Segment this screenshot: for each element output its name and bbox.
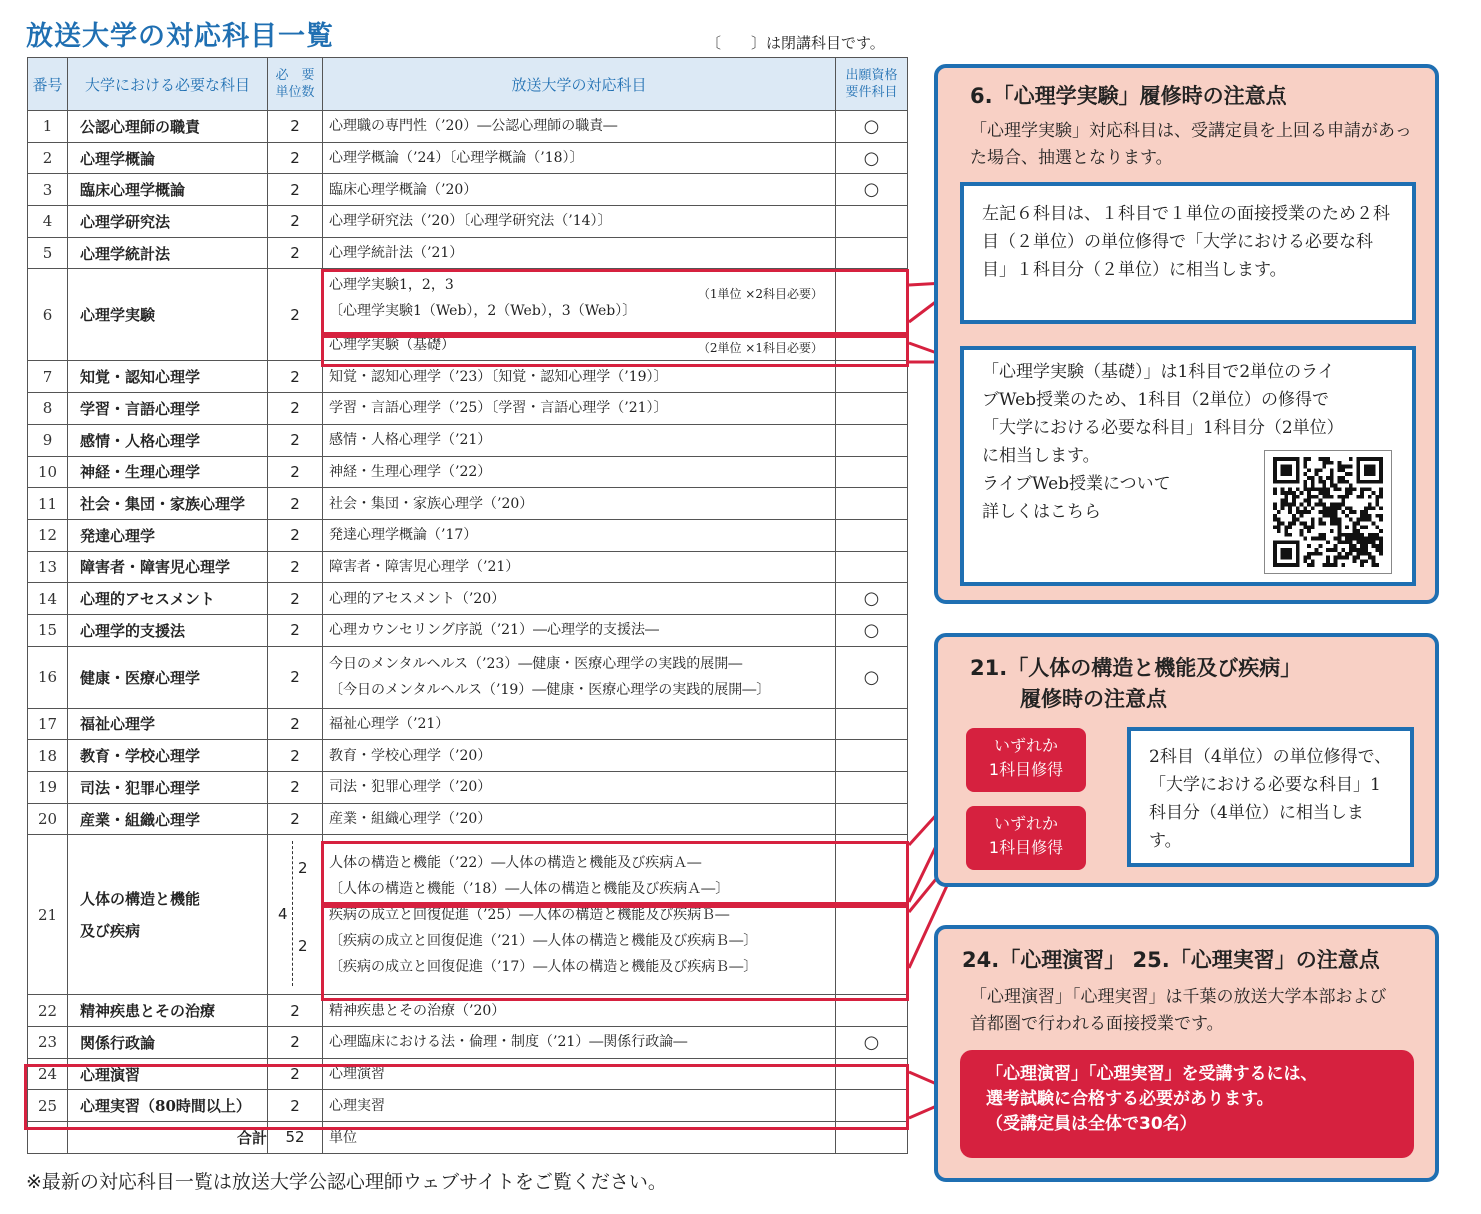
course-line: 心理学実験（基礎） [329,336,455,353]
row-number: 14 [28,583,68,615]
course-line: 発達心理学概論（’17） [329,527,478,544]
eligibility-mark: ○ [836,614,908,646]
total-units: 52 [268,1122,323,1154]
callout-human-body-title-2: 履修時の注意点 [1020,687,1167,711]
required-units: 2 [268,772,323,804]
row-number: 10 [28,456,68,488]
required-units: 2 [268,1027,323,1059]
course-line: 教育・学校心理学（’20） [329,747,492,764]
eligibility-mark: ○ [836,646,908,708]
course-line: 心理演習 [329,1066,385,1083]
required-units: 2 [268,424,323,456]
required-units: 2 [268,1058,323,1090]
practicum-exam-banner [960,1050,1414,1158]
required-units: 2 [268,995,323,1027]
row-number: 6 [28,269,68,361]
row-number: 13 [28,551,68,583]
eligibility-mark: ○ [836,142,908,174]
unit-note: （1単位 ×2科目必要） [697,287,823,302]
row-number: 1 [28,111,68,143]
pill-text: 1科目修得 [988,760,1064,779]
required-subject: 健康・医療心理学 [68,646,268,708]
required-units: 2 [268,740,323,772]
row-number: 19 [28,772,68,804]
required-units: 2 [268,1090,323,1122]
course-line: 神経・生理心理学（’22） [329,463,492,480]
human-body-box-text: 2科目（4単位）の単位修得で、「大学における必要な科目」1科目分（4単位）に相当します。 [1149,747,1392,851]
required-units: 2 [268,393,323,425]
course-line: 産業・組織心理学（’20） [329,811,492,828]
row-number: 9 [28,424,68,456]
required-subject: 神経・生理心理学 [68,456,268,488]
row-number: 22 [28,995,68,1027]
required-subject-line: 及び疾病 [80,921,141,940]
row-number: 17 [28,708,68,740]
required-subject: 精神疾患とその治療 [68,995,268,1027]
row-number: 11 [28,488,68,520]
course-line: 今日のメンタルヘルス（’23）―健康・医療心理学の実践的展開― [329,656,743,673]
required-units: 2 [268,551,323,583]
course-line: 〔疾病の成立と回復促進（’17）―人体の構造と機能及び疾病Ｂ―〕 [329,958,758,975]
course-line: 心理カウンセリング序説（’21）―心理学的支援法― [329,622,659,639]
row-number: 2 [28,142,68,174]
course-line: 〔人体の構造と機能（’18）―人体の構造と機能及び疾病Ａ―〕 [329,880,730,897]
course-line: 心理学実験1，2，3 [329,276,454,293]
required-units: 2 [268,488,323,520]
course-line: 心理職の専門性（’20）―公認心理師の職責― [329,118,618,135]
course-line: 〔心理学実験1（Web），2（Web），3（Web）〕 [329,302,637,319]
box2-line: に相当します。 [982,446,1100,466]
qr-code-icon[interactable] [1264,450,1392,574]
row-number: 20 [28,803,68,835]
required-subject: 学習・言語心理学 [68,393,268,425]
required-subject: 公認心理師の職責 [68,111,268,143]
callout-experiment-text: 「心理学実験」対応科目は、受講定員を上回る申請があった場合、抽選となります。 [970,121,1412,168]
required-subject: 発達心理学 [68,519,268,551]
required-subject: 関係行政論 [68,1027,268,1059]
row-number: 16 [28,646,68,708]
required-subject: 産業・組織心理学 [68,803,268,835]
row-number: 5 [28,237,68,269]
row-number: 4 [28,206,68,238]
course-line: 感情・人格心理学（’21） [329,432,492,449]
course-line: 心理臨床における法・倫理・制度（’21）―関係行政論― [329,1034,688,1051]
required-subject: 感情・人格心理学 [68,424,268,456]
course-line: 心理的アセスメント（’20） [329,590,506,607]
required-subject-line: 人体の構造と機能 [80,889,201,908]
course-line: 〔疾病の成立と回復促進（’21）―人体の構造と機能及び疾病Ｂ―〕 [329,932,758,949]
units-total: 4 [278,905,288,924]
box2-line: 詳しくはこちら [982,502,1101,522]
box2-line: ライブWeb授業について [982,474,1171,494]
page-title: 放送大学の対応科目一覧 [26,21,334,52]
required-subject: 心理学概論 [68,142,268,174]
required-subject: 心理学統計法 [68,237,268,269]
required-units: 2 [268,519,323,551]
required-units: 2 [268,174,323,206]
callout-experiment-box1 [960,182,1416,324]
box2-line: 「大学における必要な科目」1科目分（2単位） [982,418,1344,438]
required-subject: 心理的アセスメント [68,583,268,615]
course-line: 疾病の成立と回復促進（’25）―人体の構造と機能及び疾病Ｂ― [329,906,730,923]
course-line: 心理学統計法（’21） [329,245,464,262]
row-number: 15 [28,614,68,646]
row-number: 23 [28,1027,68,1059]
eligibility-mark: ○ [836,1027,908,1059]
required-units: 2 [268,456,323,488]
units-part: 2 [298,937,308,956]
row-number: 8 [28,393,68,425]
header-required-subject: 大学における必要な科目 [68,58,268,111]
row-number: 7 [28,361,68,393]
required-subject: 知覚・認知心理学 [68,361,268,393]
callout-experiment-title: 6.「心理学実験」履修時の注意点 [970,84,1287,108]
units-part: 2 [298,859,308,878]
required-subject: 司法・犯罪心理学 [68,772,268,804]
required-subject: 障害者・障害児心理学 [68,551,268,583]
callout-human-body-title: 21.「人体の構造と機能及び疾病」 [970,656,1302,680]
required-subject: 心理学研究法 [68,206,268,238]
eligibility-mark: ○ [836,583,908,615]
choose-one-pill-2 [966,806,1086,870]
banner-line: 「心理演習」「心理実習」を受講するには、 [986,1064,1318,1084]
required-subject: 社会・集団・家族心理学 [68,488,268,520]
box1-text: 左記６科目は、１科目で１単位の面接授業のため２科目（２単位）の単位修得で「大学における必要な科目」１科目分（２単位）に相当します。 [982,204,1390,280]
callout-practicum-title: 24.「心理演習」 25.「心理実習」の注意点 [962,948,1380,972]
required-units: 2 [268,237,323,269]
row-number: 12 [28,519,68,551]
course-line: 学習・言語心理学（’25）〔学習・言語心理学（’21）〕 [329,400,668,417]
header-eligibility: 出願資格 要件科目 [836,58,908,111]
required-units: 2 [268,206,323,238]
callout-human-body-box [1127,727,1414,867]
pill-text: いずれか [993,736,1058,755]
required-units: 2 [268,708,323,740]
required-subject: 心理実習（80時間以上） [68,1090,268,1122]
choose-one-pill-1 [966,728,1086,792]
row-number: 21 [28,835,68,995]
pill-text: いずれか [993,814,1058,833]
course-line: 心理学概論（’24）〔心理学概論（’18）〕 [329,150,584,167]
box2-line: ブWeb授業のため、1科目（2単位）の修得で [982,390,1329,410]
course-line: 人体の構造と機能（’22）―人体の構造と機能及び疾病Ａ― [329,854,702,871]
header-corresponding-course: 放送大学の対応科目 [323,58,836,111]
course-line: 知覚・認知心理学（’23）〔知覚・認知心理学（’19）〕 [329,368,668,385]
course-line: 心理学研究法（’20）〔心理学研究法（’14）〕 [329,213,612,230]
required-subject: 心理演習 [68,1058,268,1090]
required-units: 2 [268,646,323,708]
course-line: 精神疾患とその治療（’20） [329,1002,506,1019]
course-line: 〔今日のメンタルヘルス（’19）―健康・医療心理学の実践的展開―〕 [329,682,771,699]
required-units: 2 [268,583,323,615]
required-subject: 臨床心理学概論 [68,174,268,206]
box2-line: 「心理学実験（基礎）」は1科目で2単位のライ [982,362,1335,382]
required-subject: 心理学実験 [68,269,268,361]
required-units: 2 [268,111,323,143]
footer-note: ※最新の対応科目一覧は放送大学公認心理師ウェブサイトをご覧ください。 [26,1171,667,1193]
unit-note: （2単位 ×1科目必要） [697,341,823,356]
closed-course-note: 〔 〕は閉講科目です。 [706,34,885,52]
required-units: 2 [268,142,323,174]
pill-text: 1科目修得 [988,838,1064,857]
banner-line: 選考試験に合格する必要があります。 [986,1089,1274,1109]
required-units: 2 [268,614,323,646]
callout-practicum-text: 「心理演習」「心理実習」は千葉の放送大学本部および首都圏で行われる面接授業です。 [970,987,1387,1034]
row-number: 25 [28,1090,68,1122]
course-line: 福祉心理学（’21） [329,715,450,732]
required-subject: 心理学的支援法 [68,614,268,646]
row-number: 18 [28,740,68,772]
eligibility-mark: ○ [836,111,908,143]
course-line: 臨床心理学概論（’20） [329,181,478,198]
required-units: 2 [268,269,323,361]
course-line: 社会・集団・家族心理学（’20） [329,495,534,512]
header-number: 番号 [28,58,68,111]
course-line: 心理実習 [329,1097,385,1114]
required-units: 2 [268,803,323,835]
total-label: 合計 [68,1122,268,1154]
total-unit-word: 単位 [323,1122,836,1154]
row-number: 3 [28,174,68,206]
required-subject: 福祉心理学 [68,708,268,740]
row-number: 24 [28,1058,68,1090]
banner-line: （受講定員は全体で30名） [986,1114,1197,1134]
header-required-units: 必 要 単位数 [268,58,323,111]
eligibility-mark: ○ [836,174,908,206]
required-units: 2 [268,361,323,393]
course-line: 障害者・障害児心理学（’21） [329,558,520,575]
course-line: 司法・犯罪心理学（’20） [329,779,492,796]
required-subject: 教育・学校心理学 [68,740,268,772]
